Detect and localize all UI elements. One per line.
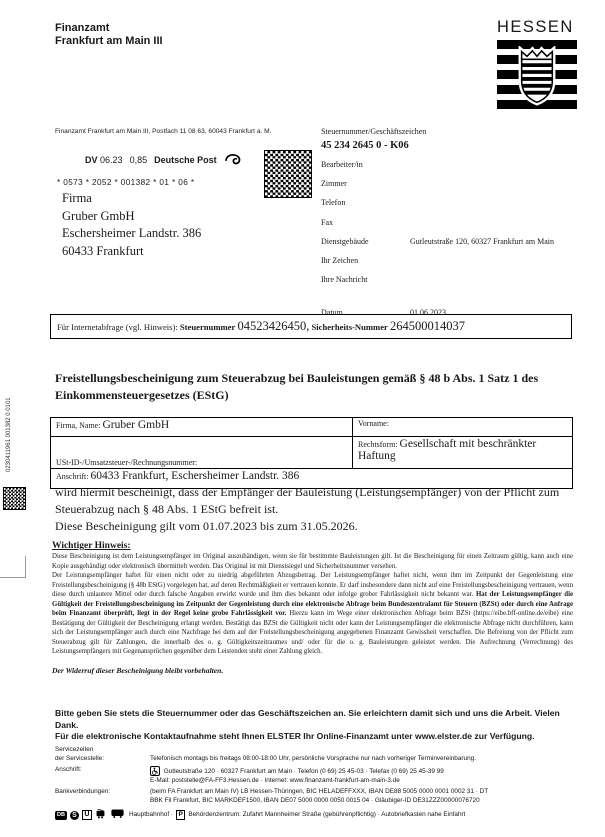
- ubahn-icon: U: [82, 810, 92, 820]
- transit-directions-row: [55, 809, 575, 823]
- datamatrix-barcode: [264, 150, 312, 198]
- info-label: Telefon: [321, 198, 346, 208]
- franking-price: 0,85: [129, 155, 148, 165]
- info-row: [321, 179, 583, 198]
- ust-cell: [51, 437, 353, 469]
- date-label: Datum: [321, 308, 343, 318]
- office-building-address: Gutleutstraße 120, 60327 Frankfurt am Main: [410, 236, 554, 246]
- internet-query-prefix: Für Internetabfrage (vgl. Hinweis):: [57, 322, 178, 332]
- anschrift-label: Anschrift:: [56, 472, 89, 481]
- subject-table: [50, 417, 573, 489]
- sender-return-address: Finanzamt Frankfurt am Main III, Postfach 11 08 63, 60043 Frankfurt a. M.: [55, 128, 272, 135]
- info-column: [321, 127, 583, 322]
- firma-cell: [51, 418, 353, 437]
- posthorn-icon: [224, 153, 241, 167]
- bus-icon: [111, 809, 124, 822]
- request-note: [55, 708, 571, 743]
- certification-statement: wird hiermit bescheinigt, dass der Empfänger der Bauleistung (Leistungsempfänger) von der Pflicht zum Steuerabzug nach § 48 Abs. 1 EStG befreit ist.: [55, 485, 560, 516]
- tax-reference-number: 45 234 2645 0 - K06: [321, 140, 409, 151]
- transit-text-hauptbahnhof: Hauptbahnhof ·: [128, 811, 174, 819]
- wheelchair-icon: [150, 766, 160, 776]
- ust-label: USt-ID-/Umsatzsteuer-/Rechnungsnummer:: [56, 458, 198, 467]
- bank-line1: (beim FA Frankfurt am Main IV) LB Hessen-Thüringen, BIC HELADEFFXXX, IBAN DE88 5005 0000 0001 0002 31 · DT: [150, 788, 489, 796]
- tram-icon: [95, 809, 106, 823]
- notice-p2-normal2: Hierzu kann im Wege einer elektronischen Abfrage beim BZSt (https://eibe.bff-online.de/eibe) eine Bestätigung der Gültigkeit der Bescheinigung erlangt werden. Bestätigt das BZSt die Gültigkeit nicht oder kann der Leistungsempfänger die elektronische Abfrage nicht durchführen, kann sich der Leistungsempfänger auch durch eine Nachfrage bei dem auf der Freistellungsbescheinigung angegebenen Finanzamt Gewissheit verschaffen. Die Befreiung von der Pflicht zum Steuerabzug gilt für Zahlungen, die innerhalb des o. g. Gültigkeitszeitraumes und/ oder für die o. g. Bauleistungen geleistet werden. Die Aufrechnung (Verrechnung) des Leistungsempfängers mit Gegenansprüchen gegenüber dem Leistenden steht einer Zahlung gleich.: [52, 610, 573, 656]
- notice-p2-bold: Hat der Leistungsempfänger die Gültigkeit der Freistellungsbescheinigung im Zeitpunkt der Gegenleistung durch eine elektronische Abfrage beim Bundeszentralamt für Steuern (BZSt) oder durch eine Anfrage beim Finanzamt überprüft, liegt in der Regel keine grobe Fahrlässigkeit vor.: [52, 591, 574, 618]
- vorname-cell: [353, 418, 572, 437]
- notice-paragraph-2: [52, 571, 573, 657]
- vorname-label: Vorname:: [358, 419, 389, 428]
- info-row: [321, 256, 583, 275]
- info-label: Ihr Zeichen: [321, 255, 359, 265]
- certification-text: [55, 484, 571, 535]
- bank-line2: BBK Fil Frankfurt, BIC MARKDEF1500, IBAN DE07 5000 0000 0050 0015 04 · Gläubiger-ID DE31ZZZ00000076720: [150, 796, 480, 804]
- hessen-coat-of-arms-icon: [514, 46, 560, 113]
- request-note-line2: Für die elektronische Kontaktaufnahme steht Ihnen ELSTER Ihr Online-Finanzamt unter www.elster.de zur Verfügung.: [55, 731, 535, 741]
- info-row: [321, 160, 583, 179]
- steuernummer-label: Steuernummer: [179, 322, 236, 332]
- office-name-line2: Frankfurt am Main III: [55, 35, 163, 47]
- firma-value: Gruber GmbH: [102, 419, 170, 431]
- office-name-line1: Finanzamt: [55, 22, 110, 34]
- recipient-line: Firma: [62, 191, 92, 205]
- document-date: 01.06.2023: [410, 308, 446, 318]
- internet-query-box: [50, 314, 572, 339]
- info-label: Fax: [321, 217, 333, 227]
- anschrift-value: 60433 Frankfurt, Eschersheimer Landstr. 386: [90, 470, 300, 482]
- recipient-line: 60433 Frankfurt: [62, 243, 144, 258]
- service-hours-label: Servicezeiten der Servicestelle:: [55, 746, 105, 762]
- firma-label: Firma, Name:: [56, 421, 101, 430]
- transit-text-behoerdenzentrum: Behördenzentrum: Zufahrt Mannheimer Straße (gebührenpflichtig) · Autobriefkasten nahe Einfahrt: [188, 811, 466, 819]
- info-label: Dienstgebäude: [321, 236, 369, 246]
- address-row: [55, 766, 575, 785]
- info-row: [321, 237, 583, 256]
- bank-value-block: [150, 788, 575, 805]
- notice-heading: Wichtiger Hinweis:: [52, 541, 131, 551]
- rechtsform-label: Rechtsform:: [358, 440, 398, 449]
- postage-franking: [85, 153, 243, 167]
- fold-mark-vertical: [25, 556, 26, 578]
- steuernummer-value: 04523426450,: [237, 319, 310, 333]
- sbahn-icon: S: [70, 811, 79, 820]
- service-hours-row: [55, 746, 575, 763]
- hessen-logo: [497, 18, 577, 112]
- bank-row: [55, 788, 575, 805]
- parking-icon: P: [176, 810, 185, 820]
- notice-paragraph-1: Diese Bescheinigung ist dem Leistungsempfänger im Original auszuhändigen, wenn sie für bestimmte Bauleistungen gilt. Ist die Bescheinigung für einen Zeitraum gültig, kann auch eine Kopie ausgehändigt oder elektronisch übermittelt werden. Das Original ist mit Dienstsiegel und Sicherheitsnummer versehen.: [52, 553, 573, 570]
- address-value-block: [150, 766, 575, 785]
- office-street-address: Gutleutstraße 120 · 60327 Frankfurt am Main · Telefon (0 69) 25 45-03 · Telefax (0 69) 25 45-39 99: [163, 768, 444, 776]
- revocation-clause: Der Widerruf dieser Bescheinigung bleibt vorbehalten.: [52, 666, 224, 676]
- carrier-name: Deutsche Post: [154, 155, 217, 165]
- info-row: [321, 275, 583, 294]
- ref-label: Steuernummer/Geschäftszeichen: [321, 127, 427, 136]
- franking-date: 06.23: [100, 155, 123, 165]
- service-hours-value: Telefonisch montags bis freitags 08:00-18:00 Uhr, persönliche Vorsprache nur nach vorheriger Terminvereinbarung.: [150, 754, 476, 762]
- footer: [55, 746, 575, 822]
- validity-statement: Diese Bescheinigung gilt vom 01.07.2023 bis zum 31.05.2026.: [55, 519, 358, 533]
- email-internet-line: E-Mail: poststelle@FA-FF3.Hessen.de · Internet: www.finanzamt-frankfurt-am-main-3.de: [150, 776, 400, 784]
- document-title: Freistellungsbescheinigung zum Steuerabzug bei Bauleistungen gemäß § 48 b Abs. 1 Satz 1 des Einkommensteuergesetzes (EStG): [55, 371, 539, 402]
- rechtsform-cell: [353, 437, 572, 469]
- deutsche-bahn-icon: DB: [57, 811, 65, 818]
- notice-p2-normal1: Der Leistungsempfänger haftet für einen nicht oder zu niedrig abgeführten Abzugsbetrag. Der Leistungsempfänger haftet nicht, wenn ihm im Zeitpunkt der Gegenleistung eine Freistellungsbescheinigung (§ 48b EStG) vorgelegen hat, auf deren Rechtmäßigkeit er vertrauen konnte. Er darf insbesondere dann nicht auf eine Freistellungsbescheinigung vertrauen, wenn diese durch unlautere Mittel oder durch falsche Angaben erwirkt wurde und ihm dies bekannt oder infolge grober Fahrlässigkeit nicht bekannt war.: [52, 572, 573, 599]
- info-row: [321, 198, 583, 217]
- sicherheitsnummer-label: Sicherheits-Nummer: [311, 322, 388, 332]
- rechtsform-value: Gesellschaft mit beschränkter Haftung: [358, 438, 537, 462]
- info-label: Ihre Nachricht: [321, 275, 368, 285]
- hessen-logo-text: HESSEN: [497, 18, 574, 36]
- address-label: Anschrift:: [55, 766, 82, 774]
- edge-datamatrix-barcode: [3, 487, 26, 510]
- recipient-address: [62, 190, 201, 260]
- office-name: [55, 22, 163, 48]
- bank-label: Bankverbindungen:: [55, 788, 111, 796]
- franking-dv: DV: [85, 155, 98, 165]
- hessen-stripes: [497, 40, 577, 112]
- important-notice: [52, 541, 573, 676]
- sicherheitsnummer-value: 264500014037: [390, 319, 465, 333]
- recipient-line: Gruber GmbH: [62, 208, 135, 223]
- info-row: [321, 218, 583, 237]
- fold-mark-horizontal: [0, 577, 25, 578]
- franking-code-line: * 0573 * 2052 * 001382 * 01 * 06 *: [57, 178, 195, 187]
- info-label: Zimmer: [321, 179, 347, 189]
- edge-processing-code: 0230411961 001382 0 0101: [6, 397, 12, 472]
- info-label: Bearbeiter/in: [321, 160, 363, 169]
- request-note-line1: Bitte geben Sie stets die Steuernummer oder das Geschäftszeichen an. Sie erleichtern damit sich und uns die Arbeit. Vielen Dank.: [55, 708, 560, 730]
- recipient-line: Eschersheimer Landstr. 386: [62, 226, 202, 240]
